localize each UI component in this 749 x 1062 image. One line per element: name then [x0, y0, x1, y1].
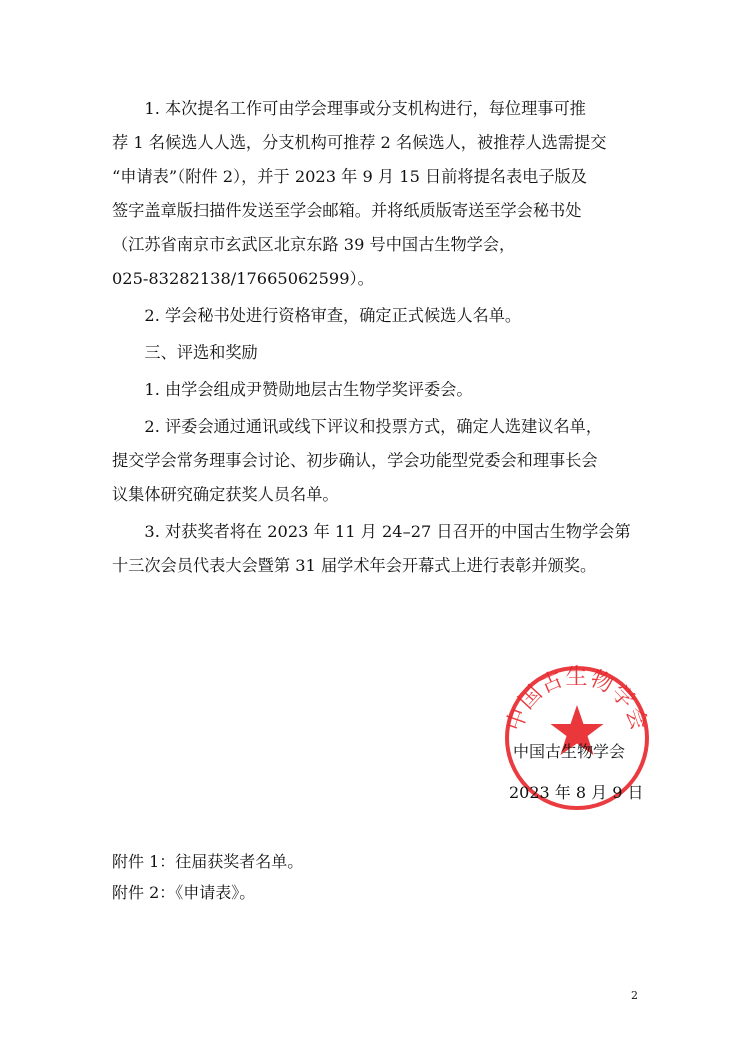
seal-text: 中国古生物学会	[502, 664, 652, 735]
text-line: 3. 对获奖者将在 2023 年 11 月 24–27 日召开的中国古生物学会第	[144, 522, 631, 541]
text-line: 议集体研究确定获奖人员名单。	[112, 485, 339, 504]
text-line: 十三次会员代表大会暨第 31 届学术年会开幕式上进行表彰并颁奖。	[112, 556, 597, 575]
attachment-item: 附件 2：《申请表》。	[112, 883, 256, 902]
paragraph-evaluation	[112, 410, 644, 512]
attachments-list	[112, 846, 303, 908]
text-line: （江苏省南京市玄武区北京东路 39 号中国古生物学会，	[112, 235, 516, 254]
signature-organization: 中国古生物学会	[513, 742, 626, 761]
text-line: 荐 1 名候选人人选，分支机构可推荐 2 名候选人，被推荐人选需提交	[112, 133, 607, 152]
text-line: 025-83282138/17665062599）。	[112, 269, 374, 288]
text-line: “申请表”（附件 2），并于 2023 年 9 月 15 日前将提名表电子版及	[112, 167, 587, 186]
paragraph-qualification-review: 2. 学会秘书处进行资格审查，确定正式候选人名单。	[144, 306, 522, 325]
page-number: 2	[631, 989, 638, 1002]
text-line: 签字盖章版扫描件发送至学会邮箱。并将纸质版寄送至学会秘书处	[112, 201, 582, 220]
paragraph-award-ceremony	[112, 515, 644, 583]
paragraph-committee: 1. 由学会组成尹赞勋地层古生物学奖评委会。	[144, 380, 473, 399]
document-body	[112, 92, 644, 586]
attachment-item: 附件 1：往届获奖者名单。	[112, 852, 304, 871]
signature-date: 2023 年 8 月 9 日	[509, 783, 644, 802]
text-line: 2. 评委会通过通讯或线下评议和投票方式，确定人选建议名单，	[144, 417, 603, 436]
signature-block	[480, 663, 680, 823]
section-heading-selection-and-award: 三、评选和奖励	[144, 343, 258, 362]
text-line: 提交学会常务理事会讨论、初步确认，学会功能型党委会和理事长会	[112, 451, 598, 470]
paragraph-nomination-process	[112, 92, 644, 296]
text-line: 1. 本次提名工作可由学会理事或分支机构进行，每位理事可推	[144, 99, 586, 118]
